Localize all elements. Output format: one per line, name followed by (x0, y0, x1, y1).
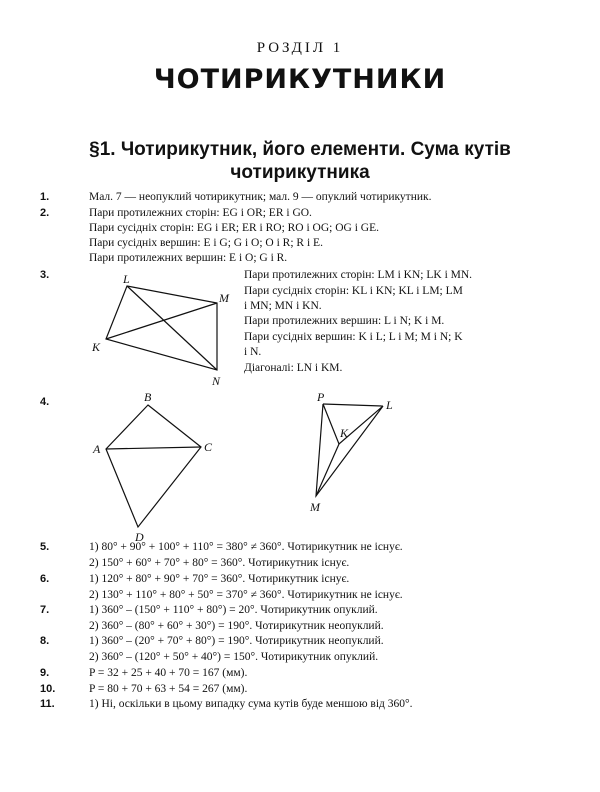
vertex-label: C (204, 440, 213, 454)
item-line: Діагоналі: LN і KM. (244, 362, 343, 374)
item-line: Пари протилежних сторін: EG і OR; ER і GO. (89, 207, 312, 219)
item-number: 7. (40, 604, 50, 616)
vertex-label: B (144, 390, 152, 404)
vertex-label: N (212, 374, 221, 388)
item-number: 10. (40, 683, 56, 695)
item-line: Пари протилежних вершин: L і N; K і M. (244, 315, 445, 327)
vertex-label: P (317, 390, 325, 404)
item-line: Мал. 7 — неопуклий чотирикутник; мал. 9 — опуклий чотирикутник. (89, 191, 432, 203)
item-line: 2) 150° + 60° + 70° + 80° = 360°. Чотирикутник існує. (89, 557, 350, 569)
paragraph-title: §1. Чотирикутник, його елементи. Сума кутів чотирикутника (89, 139, 511, 183)
item-number: 8. (40, 635, 50, 647)
vertex-label: K (340, 426, 349, 440)
vertex-label: M (219, 291, 229, 305)
item-line: 2) 360° – (80° + 60° + 30°) = 190°. Чотирикутник неопуклий. (89, 620, 384, 632)
vertex-label: D (135, 530, 144, 544)
item-number: 1. (40, 191, 50, 203)
item-line: P = 32 + 25 + 40 + 70 = 167 (мм). (89, 667, 248, 679)
item-number: 6. (40, 573, 50, 585)
item-line: Пари сусідніх вершин: K і L; L і M; M і N; K (244, 331, 463, 343)
item-number: 4. (40, 396, 50, 408)
item-line: Пари протилежних вершин: E і O; G і R. (89, 252, 288, 264)
item-line: Пари протилежних сторін: LM і KN; LK і MN. (244, 269, 473, 281)
item-line: Пари сусідніх сторін: KL і KN; KL і LM; LM (244, 285, 463, 297)
section-heading: РОЗДІЛ 1 (256, 40, 344, 56)
item-number: 9. (40, 667, 50, 679)
item-number: 5. (40, 541, 50, 553)
item-line: 1) 80° + 90° + 100° + 110° = 380° ≠ 360°. Чотирикутник не існує. (89, 541, 403, 553)
item-line: 2) 130° + 110° + 80° + 50° = 370° ≠ 360°. Чотирикутник не існує. (89, 589, 403, 601)
vertex-label: A (93, 442, 101, 456)
vertex-label: K (92, 340, 101, 354)
item-line: 1) Ні, оскільки в цьому випадку сума кутів буде меншою від 360°. (89, 698, 413, 710)
item-number: 3. (40, 269, 50, 281)
vertex-label: L (123, 272, 130, 286)
item-line: і MN; MN і KN. (244, 300, 322, 312)
item-line: Пари сусідніх вершин: E і G; G і O; O і R; R і E. (89, 237, 323, 249)
chapter-title: ЧОТИРИКУТНИКИ (153, 64, 447, 95)
item-line: 1) 360° – (20° + 70° + 80°) = 190°. Чотирикутник неопуклий. (89, 635, 384, 647)
vertex-label: L (386, 398, 393, 412)
item-number: 11. (40, 698, 55, 710)
item-line: Пари сусідніх сторін: EG і ER; ER і RO; RO і OG; OG і GE. (89, 222, 379, 234)
item-line: P = 80 + 70 + 63 + 54 = 267 (мм). (89, 683, 248, 695)
item-line: 1) 360° – (150° + 110° + 80°) = 20°. Чотирикутник опуклий. (89, 604, 378, 616)
item-line: 2) 360° – (120° + 50° + 40°) = 150°. Чотирикутник опуклий. (89, 651, 379, 663)
item-number: 2. (40, 207, 50, 219)
vertex-label: M (310, 500, 320, 514)
item-line: 1) 120° + 80° + 90° + 70° = 360°. Чотирикутник існує. (89, 573, 350, 585)
item-line: і N. (244, 346, 262, 358)
